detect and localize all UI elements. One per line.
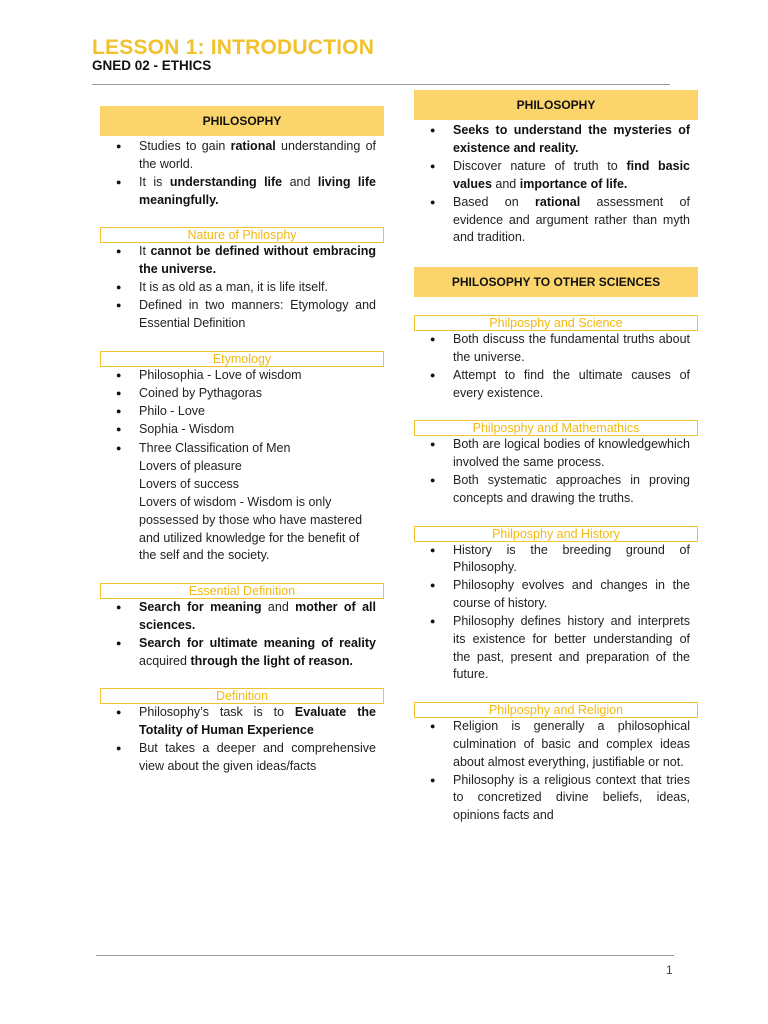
bullet-list (414, 718, 698, 825)
bullet-item (100, 174, 384, 209)
section-etymology (100, 351, 384, 565)
bullet-list (100, 704, 384, 775)
bold-text: find basic values (453, 158, 691, 191)
bullet-item (100, 243, 384, 278)
bullet-item (414, 613, 698, 684)
text-run: Lovers of wisdom - Wisdom is only possessed by those who have mastered and utilized knowledge for the benefit of the self and the society. (139, 495, 363, 563)
text-run: Defined in two manners: Etymology and Essential Definition (139, 298, 376, 331)
section-heading: PHILOSOPHY (414, 90, 698, 120)
bold-text: importance of life. (519, 176, 628, 191)
bullet-item (414, 472, 698, 507)
text-run: Sophia - Wisdom (139, 422, 235, 437)
text-run: It is (139, 174, 170, 189)
text-run: It (139, 244, 151, 259)
section-philosophy-and-mathematics (414, 420, 698, 507)
text-run: Philosophia - Love of wisdom (139, 367, 302, 382)
bullet-list (100, 243, 384, 333)
text-run: Both discuss the fundamental truths about the universe. (453, 331, 690, 364)
section-heading: Philposphy and Mathemathics (414, 420, 698, 436)
bullet-item (414, 718, 698, 771)
text-run: Both systematic approaches in proving concepts and drawing the truths. (453, 473, 690, 505)
section-heading: Philposphy and History (414, 526, 698, 542)
section-nature-of-philosophy (100, 227, 384, 333)
bold-text: mother of all sciences. (139, 600, 376, 632)
bullet-list (414, 436, 698, 507)
text-run: understanding of the world. (139, 139, 376, 171)
section-heading: Essential Definition (100, 583, 384, 599)
text-run: Religion is generally a philosophical culmination of basic and complex ideas about almost everything, justifiable or not. (453, 719, 690, 769)
page-number: 1 (666, 963, 673, 977)
section-philosophy-and-history (414, 526, 698, 685)
bold-text: rational (230, 139, 276, 153)
bullet-item (414, 158, 698, 193)
bullet-item (100, 279, 384, 297)
text-run: and (491, 176, 520, 191)
sub-item (100, 494, 384, 565)
left-column (100, 106, 384, 776)
text-run: Three Classification of Men (139, 440, 291, 455)
text-run: and (261, 600, 296, 615)
bullet-item (100, 385, 384, 403)
bullet-item (414, 542, 698, 577)
bullet-item (100, 440, 384, 458)
bullet-item (100, 367, 384, 385)
bullet-item (100, 297, 384, 332)
text-run: But takes a deeper and comprehensive view about the given ideas/facts (139, 741, 376, 773)
text-run: Philo - Love (139, 404, 206, 419)
section-heading: PHILOSOPHY (100, 106, 384, 136)
bullet-item (100, 403, 384, 421)
section-heading: Nature of Philosphy (100, 227, 384, 243)
bullet-item (414, 122, 698, 157)
text-run: Lovers of pleasure (139, 458, 242, 473)
section-philosophy-left (100, 106, 384, 209)
section-philosophy-to-other-sciences (414, 267, 698, 297)
bold-text: living life meaningfully. (139, 174, 376, 207)
sub-item (100, 476, 384, 494)
section-heading: PHILOSOPHY TO OTHER SCIENCES (414, 267, 698, 297)
bold-text: Search for meaning (139, 600, 262, 615)
text-run: acquired (139, 653, 191, 668)
lesson-title: LESSON 1: INTRODUCTION (92, 36, 375, 59)
text-run: Studies to gain (139, 139, 231, 153)
bullet-item (100, 704, 384, 739)
bullet-item (100, 138, 384, 173)
text-run: Attempt to find the ultimate causes of every existence. (453, 367, 690, 400)
text-run: Philosophy’s task is to (139, 705, 295, 720)
text-run: Based on (453, 194, 536, 209)
bullet-item (100, 635, 384, 670)
text-run: Coined by Pythagoras (139, 386, 262, 401)
bullet-list (414, 542, 698, 685)
text-run: assessment of evidence and argument rather than myth and tradition. (453, 194, 690, 245)
bullet-list (100, 367, 384, 565)
sub-item (100, 458, 384, 476)
bold-text: rational (535, 194, 581, 209)
bold-text: through the light of reason. (190, 653, 353, 668)
text-run: Philosophy is a religious context that tries to concretized divine beliefs, ideas, opinions facts and (453, 772, 690, 823)
section-essential-definition (100, 583, 384, 670)
bullet-item (414, 772, 698, 825)
bold-text: Search for ultimate meaning of reality (139, 635, 376, 650)
section-heading: Etymology (100, 351, 384, 367)
text-run: Lovers of success (139, 477, 240, 492)
right-column (414, 90, 698, 825)
section-definition (100, 688, 384, 775)
text-run: Discover nature of truth to (453, 158, 627, 173)
section-heading: Philposphy and Religion (414, 702, 698, 718)
section-philosophy-and-religion (414, 702, 698, 825)
bold-text: Seeks to understand the mysteries of existence and reality. (453, 123, 690, 155)
text-run: Philosophy defines history and interprets its existence for better understanding of the past, present and preparation of the future. (453, 614, 690, 682)
section-heading: Definition (100, 688, 384, 704)
bullet-item (414, 577, 698, 612)
top-divider (92, 84, 670, 85)
bullet-item (100, 421, 384, 439)
bullet-list (414, 331, 698, 402)
bullet-item (414, 436, 698, 471)
text-run: and (282, 174, 318, 189)
bullet-item (414, 367, 698, 402)
bullet-list (100, 599, 384, 670)
bold-text: cannot be defined without embracing the universe. (139, 244, 377, 277)
section-philosophy-right (414, 90, 698, 247)
bullet-item (414, 194, 698, 247)
bullet-item (100, 599, 384, 634)
text-run: History is the breeding ground of Philosophy. (453, 542, 690, 575)
section-philosophy-and-science (414, 315, 698, 402)
bullet-item (100, 740, 384, 775)
bold-text: understanding life (169, 174, 283, 189)
bullet-list (100, 138, 384, 209)
bottom-divider (96, 955, 674, 956)
bullet-item (414, 331, 698, 366)
text-run: It is as old as a man, it is life itself. (139, 280, 328, 295)
bullet-list (414, 122, 698, 247)
section-heading: Philposphy and Science (414, 315, 698, 331)
bold-text: Evaluate the Totality of Human Experience (139, 705, 376, 738)
text-run: Both are logical bodies of knowledgewhich involved the same process. (453, 437, 690, 469)
course-subtitle: GNED 02 - ETHICS (92, 58, 212, 73)
text-run: Philosophy evolves and changes in the course of history. (453, 578, 690, 611)
